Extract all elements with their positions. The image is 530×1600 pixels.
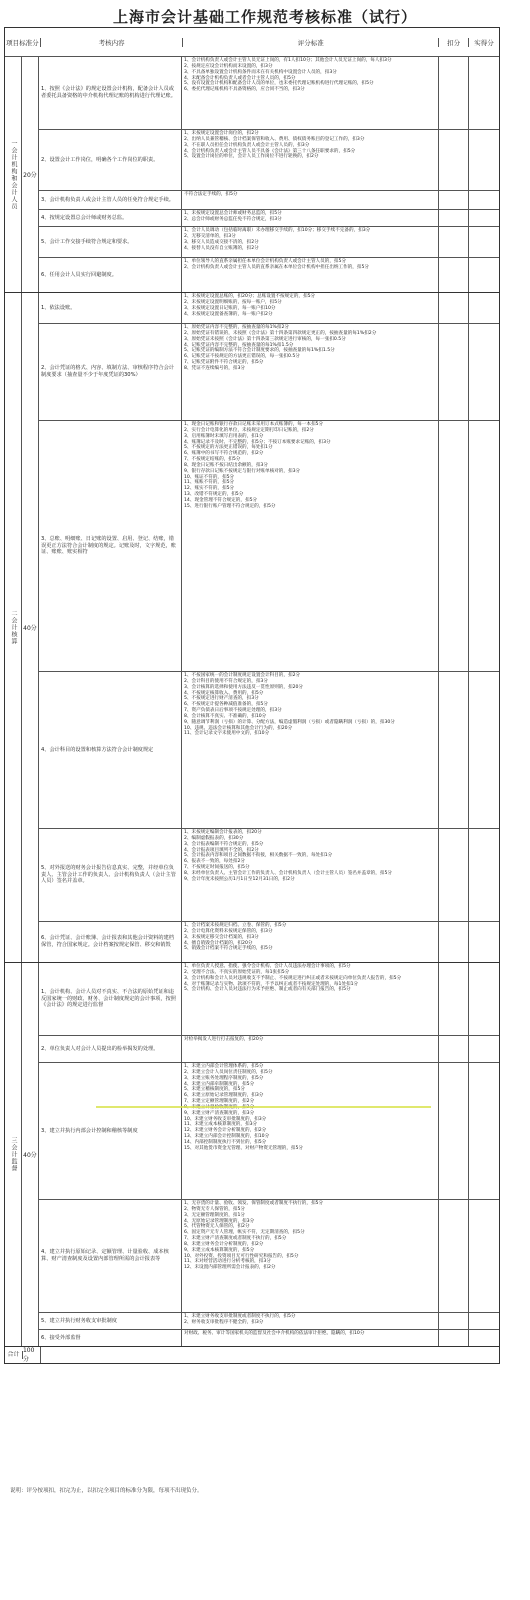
deduct-cell <box>439 1330 469 1346</box>
actual-cell <box>469 922 499 962</box>
actual-cell <box>469 1036 499 1062</box>
actual-cell <box>469 829 499 921</box>
item-criteria: 对财政、税务、审计等国家机关的监督及社会中介机构的依法审计拒绝、隐瞒的，扣10分 <box>182 1330 439 1346</box>
section-items <box>39 293 499 962</box>
table-row <box>39 324 499 421</box>
deduct-cell <box>439 293 469 323</box>
table-row <box>39 210 499 227</box>
header-criteria: 评分标准 <box>183 38 439 47</box>
table-row <box>39 421 499 672</box>
item-content: 1、依法设账。 <box>39 293 182 323</box>
table-row <box>39 1063 499 1200</box>
item-criteria: 1、现金日记账和银行存款日记账未采用订本式账簿的，每一本扣5分 2、实行会计电算化的单位，未按规定定期打印日记账的，扣2分 3、启用账簿时未填写启用表的，扣1分 4、账簿记录不及时、不完整的，扣5分；不按订本账要求记账的，扣3分 5、不按规定的方法更正错误的，每处扣1分 6、账簿中的书写不符合规范的，扣2分 7、不按规定结账的，扣5分 8、现金日记账不按日结出余额的，扣3分 9、银行存款日记账不按规定与银行对账单核对的，扣3分 10、账证不符的，扣5分 11、账账不符的，扣5分 12、账实不符的，扣5分 13、改错不符规定的，扣5分 14、现金管理不符合规定的，扣5分 15、进行银行账户管理不符合规定的，扣5分 <box>182 421 439 671</box>
deduct-cell <box>439 963 469 1035</box>
item-criteria: 1、不按国家统一的会计制度规定设置会计科目的，扣2分 2、会计科目的使用不符合规定的，扣3分 3、会计核算的选择和使用方法违反一贯性原则的，扣20分 4、不按规定核算收入、费用的，扣5分 5、不按规定进行财产清查的，扣3分 6、不按规定计提各种减值准备的，扣5分 7、资产负债表日后事项不按规定处理的，扣3分 8、会计核算不真实、不准确的，扣10分 9、随意调节利润（亏损）的计算、分配方法，编造虚假利润（亏损）或者隐瞒利润（亏损）的，扣30分 10、违规、违法会计核算和其他会计行为的，扣20分 11、会计记录文字未使用中文的，扣10分 <box>182 672 439 828</box>
section-score: 20分 <box>22 57 39 292</box>
deduct-cell <box>439 1200 469 1312</box>
item-content: 4、按规定设置总会计师或财务总监。 <box>39 210 182 226</box>
actual-cell <box>469 324 499 420</box>
table-row <box>39 922 499 962</box>
actual-cell <box>469 1330 499 1346</box>
actual-cell <box>469 1200 499 1312</box>
actual-cell <box>469 191 499 209</box>
header-project: 项目标准分 <box>5 38 41 47</box>
item-content: 1、按照《会计法》的规定设置会计机构，配备会计人员或者委托具备资格的中介机构代理记账的机构进行代理记账。 <box>39 57 182 129</box>
item-criteria: 1、未建立内部会计管理体系的，扣5分 2、未建立会计人员岗位责任制度的，扣5分 3、未建立账务处理程序制度的，扣5分 4、未建立内部牵制制度的，扣5分 5、未建立稽核制度的，扣5分 6、未建立原始记录管理制度的，扣3分 7、未建立定额管理制度的，扣2分 9、未建立财产清查制度的，扣3分 10、未建立财务收支审批制度的，扣3分 11、未建立成本核算制度的，扣3分 12、未建立财务会计分析制度的，扣2分 13、未建立内部会计控制制度的，扣10分 14、内部控制制度执行不到位的，扣5分 15、对其他货币资金无管理、对财产物资无管理的，扣5分 <box>182 1063 439 1199</box>
item-content: 2、设置会计工作岗位，明确各个工作岗位的职责。 <box>39 130 182 190</box>
item-content: 3、会计机构负责人或会计主管人员的任免符合规定手续。 <box>39 191 182 209</box>
deduct-cell <box>439 1313 469 1329</box>
item-criteria: 1、未建立财务收支审批制度或者制度不执行的，扣5分 2、财务收支审批程序不健全的，扣3分 <box>182 1313 439 1329</box>
table-row <box>39 1313 499 1330</box>
highlight-mark <box>96 1106 431 1108</box>
table-row <box>39 1200 499 1313</box>
deduct-cell <box>439 258 469 292</box>
deduct-cell <box>439 829 469 921</box>
item-criteria: 对检举揭发人进行打击报复的，扣20分 <box>182 1036 439 1062</box>
actual-cell <box>469 1063 499 1199</box>
table-row <box>39 829 499 922</box>
item-criteria: 1、单位领导人的直系亲属担任本单位会计机构负责人或会计主管人员的，扣5分 2、会计机构负责人或会计主管人员的直系亲属在本单位会计机构中担任出纳工作的，扣5分 <box>182 258 439 292</box>
actual-cell <box>469 258 499 292</box>
item-content: 5、建立并执行财务收支审批制度 <box>39 1313 182 1329</box>
table-row <box>39 130 499 191</box>
table-row <box>39 227 499 258</box>
header-content: 考核内容 <box>41 38 183 47</box>
table-row <box>39 963 499 1036</box>
item-criteria: 1、未按规定编制会计报表的，扣20分 2、编制虚假报表的，扣30分 3、会计报表编制不符合规定的，扣5分 4、会计报表项目填列不全的，扣2分 5、会计报表内容和项目之间数据不衔接，相关数据不一致的，每处扣1分 6、报表不一致的，每处扣2分 7、不按规定时间报送的，扣5分 8、未经单位负责人、主管会计工作的负责人、会计机构负责人（会计主管人员）签名并盖章的，扣5分 9、会计年度未按照公历1月1日至12月31日的，扣2分 <box>182 829 439 921</box>
item-criteria: 1、无存货的计量、验收、领发、保管制度或者制度不执行的，扣5分 2、物资无专人保管的，扣5分 3、无定额管理制度的，扣1分 4、无原始记录管理制度的，扣3分 5、代管物资无人保管的，扣2分 6、固定资产无专人管理，帐实不符，无定期清查的，扣5分 7、未建立财产清查制度或者制度不执行的，扣5分 8、未建立财务会计分析制度的，扣2分 9、未建立成本核算制度的，扣5分 10、对外投资、投资项目无可行性研究和报告的，扣5分 11、未对经营活动进行分析考核的，扣3分 12、未设置内部管理所需会计报表的，扣2分 <box>182 1200 439 1312</box>
actual-cell <box>469 210 499 226</box>
item-criteria: 1、会计档案未按规定归档、立卷、保管的，扣5分 2、会计电算化资料未按规定保管的，扣3分 3、未按规定移交会计档案的，扣3分 4、擅自销毁会计档案的，扣20分 5、销毁会计档案不符合规定手续的，扣5分 <box>182 922 439 962</box>
deduct-cell <box>439 57 469 129</box>
item-criteria: 不符合法定手续的，扣5分 <box>182 191 439 209</box>
section-score: 40分 <box>22 963 39 1346</box>
section-name: 三会计监督 <box>5 963 22 1346</box>
table-row <box>39 672 499 829</box>
deduct-cell <box>439 210 469 226</box>
footer-note: 说明：评分按项扣，扣完为止，以扣完全项目的标准分为限，每项不出现负分。 <box>10 1488 203 1494</box>
section-items <box>39 57 499 292</box>
document-title: 上海市会计基础工作规范考核标准（试行） <box>112 8 417 26</box>
item-content: 4、建立并执行原始记录、定额管理、计量验收、成本核算、财产清查制度及设置内部管理所需的会计报表等 <box>39 1200 182 1312</box>
item-content: 6、会计凭证、会计账簿、会计报表和其他会计资料的建档保管，符合国家规定。会计档案按规定保管、移交和销毁 <box>39 922 182 962</box>
deduct-cell <box>439 227 469 257</box>
item-content: 3、建立并执行内部会计控制和稽核等制度 <box>39 1063 182 1199</box>
item-content: 6、接受外部监督 <box>39 1330 182 1346</box>
item-content: 6、任用会计人员实行回避制度。 <box>39 258 182 292</box>
header-actual: 实得分 <box>474 38 494 47</box>
table-header-row <box>5 28 499 57</box>
actual-cell <box>469 130 499 190</box>
item-criteria: 1、原始凭证内容不完整的，按抽查量的每1%扣2分 2、原始凭证有错误的，未按照《会计法》第十四条第四款规定更正的，按抽查量的每1%扣2分 3、原始凭证未按照《会计法》第十四条第三款规定进行审核的，每一张扣0.5分 4、记账凭证内容不完整的，按抽查量的每1%扣1.5分 5、记账凭证的编制方法不符合会计制度要求的，按抽查量的每1%扣1.5分 6、记账凭证不按规定的方法更正错误的，每一张扣0.5分 7、记账凭证附件不符合规定的，扣5分 8、凭证不连续编号的，扣3分 <box>182 324 439 420</box>
item-content: 2、单位负责人对会计人员提出的检举揭发的处理。 <box>39 1036 182 1062</box>
deduct-cell <box>439 324 469 420</box>
item-criteria: 1、单位负责人授意、指使、强令会计机构、会计人员违法办理会计事项的，扣5分 2、受理不合法、不真实的原始凭证的，每1张扣5分 3、会计机构和会计人员对违规收支不予制止、不按规定进行纠正或者未按规定向单位负责人报告的，扣5分 4、对于账簿记录与实物、款项不符的，不予以纠正或者不按规定处理的，每1处扣1分 5、会计机构、会计人员对违法行为未予拒绝、制止或者向有关部门报告的，扣5分 <box>182 963 439 1035</box>
item-content: 1、会计机构、会计人员对不真实、不合法的原始凭证和违反国家统一的财政、财务、会计制度规定的会计事项，按照《会计法》的规定进行监督 <box>39 963 182 1035</box>
actual-cell <box>469 227 499 257</box>
item-content: 5、对外报送的财务会计报告信息真实、完整，并经单位负责人、主管会计工作的负责人、会计机构负责人（会计主管人员）签名并盖章。 <box>39 829 182 921</box>
section-accounting-organization <box>5 57 499 293</box>
actual-cell <box>469 963 499 1035</box>
deduct-cell <box>439 672 469 828</box>
item-content: 4、会计科目的设置和核算方法符合会计制度规定 <box>39 672 182 828</box>
table-row <box>39 1036 499 1063</box>
deduct-cell <box>439 1063 469 1199</box>
deduct-cell <box>439 922 469 962</box>
actual-cell <box>469 57 499 129</box>
table-row <box>39 293 499 324</box>
deduct-cell <box>439 130 469 190</box>
total-score: 100分 <box>23 1347 41 1363</box>
item-criteria: 1、会计人员调动（包括临时离职）未办理移交手续的，扣10分；移交手续不完备的，扣3分 2、无移交清单的，扣3分 3、移交人员造成交接不清的，扣2分 4、接替人员没有自立账簿的，扣2分 <box>182 227 439 257</box>
header-deduct: 扣分 <box>439 38 469 47</box>
section-score: 40分 <box>22 293 39 962</box>
deduct-cell <box>439 1036 469 1062</box>
item-content: 2、会计凭证的格式、内容、填制方法、审核程序符合会计制度要求（抽查量不少于年度凭证的30%） <box>39 324 182 420</box>
section-items <box>39 963 499 1346</box>
actual-cell <box>469 293 499 323</box>
deduct-cell <box>439 421 469 671</box>
table-row <box>39 57 499 130</box>
total-row <box>5 1347 499 1363</box>
section-accounting-supervision <box>5 963 499 1347</box>
item-content: 5、会计工作交接手续符合规定和要求。 <box>39 227 182 257</box>
table-row <box>39 1330 499 1346</box>
assessment-table <box>4 27 500 1364</box>
item-criteria: 1、会计机构负责人或会计主管人员无证上岗的，有1人扣10分；其他会计人员无证上岗的，每人扣3分 2、按规定应设会计机构而未设置的，扣3分 3、不具备单独设置会计机构条件而未在有关机构中设置会计人员的，扣3分 4、未配备会计机构负责人或者会计主管人员的，扣5分 5、没有设置会计机构和配备会计人员的单位，也未委托代理记账机构进行代理记账的，扣5分 6、委托代理记账机构不具备资格的，应合同不当的，扣3分 <box>182 57 439 129</box>
item-criteria: 1、未按规定设置总账的，扣20分；总账设置不按规定的，扣5分 2、未按规定设置明细账的，按每一账户，扣5分 3、未按规定设置日记账的，每一账户扣10分 4、未按规定设置备查簿的，每一账户扣2分 <box>182 293 439 323</box>
item-criteria: 1、未按规定设置总会计师或财务总监的，扣5分 2、总会计师或财务总监任免不符合规定，扣3分 <box>182 210 439 226</box>
actual-cell <box>469 1313 499 1329</box>
section-accounting-calculation <box>5 293 499 963</box>
section-name: 一会计机构和会计人员 <box>5 57 22 292</box>
actual-cell <box>469 672 499 828</box>
table-row <box>39 258 499 292</box>
actual-cell <box>469 421 499 671</box>
section-name: 二会计核算 <box>5 293 22 962</box>
item-content: 3、总账、明细账、日记账的设置、启用、登记、结账，错误更正方法符合会计制度的规定。记账及时，文字规范，账证、账账、账实相符 <box>39 421 182 671</box>
table-row <box>39 191 499 210</box>
item-criteria: 1、未按规定设置会计岗位的，扣2分 2、出纳人员兼管稽核、会计档案保管和收入、费用、债权债务账目的登记工作的，扣3分 3、不在职人员担任会计机构负责人或会计主管人员的，扣3分 4、会计机构负责人或会计主管人员不具备《会计法》第三十八条任职要求的，扣5分 5、设置会计岗位的单位，会计人员工作岗位不进行轮换的，扣2分 <box>182 130 439 190</box>
deduct-cell <box>439 191 469 209</box>
total-label: 合计 <box>5 1351 23 1359</box>
